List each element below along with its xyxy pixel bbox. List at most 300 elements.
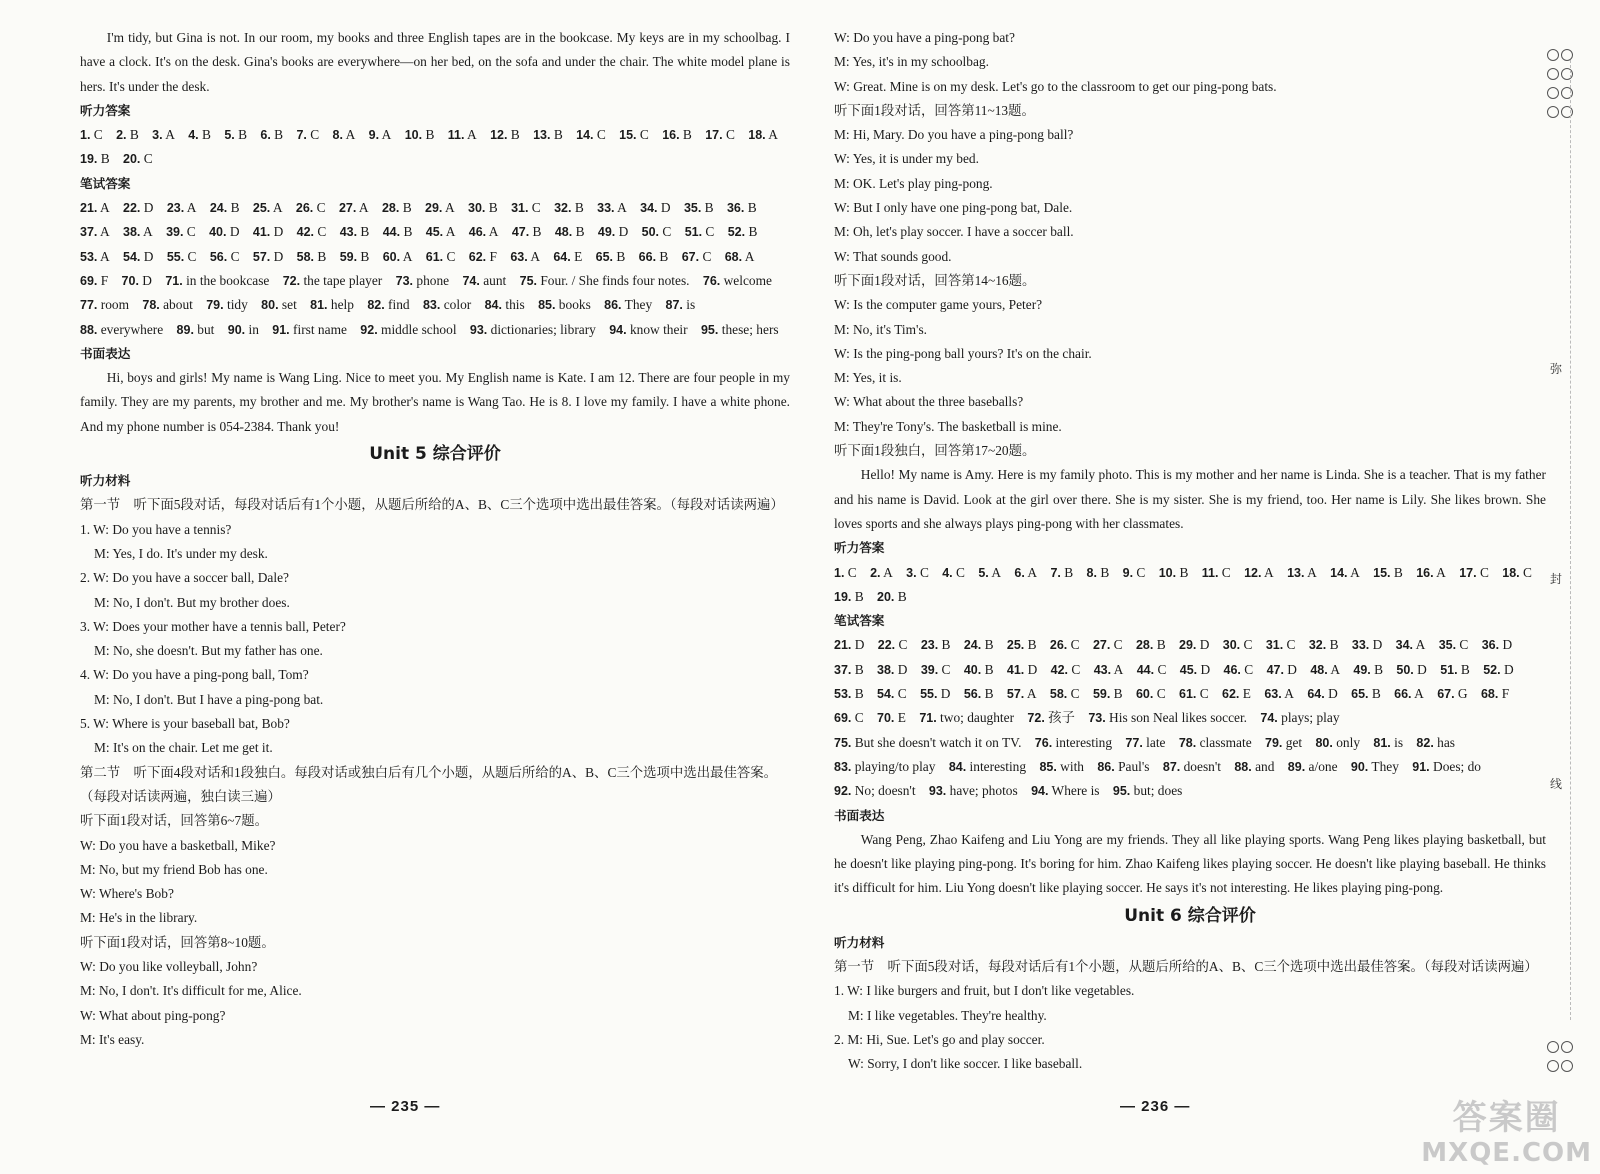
question-number: 38.: [123, 225, 141, 240]
question-number: 39.: [166, 225, 184, 240]
page-number: — 236 —: [1120, 1098, 1191, 1115]
answer-item: [877, 686, 907, 701]
question-number: 66.: [638, 249, 657, 264]
answer-item: [964, 662, 994, 677]
question-number: 67.: [1437, 687, 1455, 702]
dialogue-response: M: No, I don't. But my brother does.: [94, 594, 290, 610]
answer-item: [396, 273, 449, 288]
answer-value: F: [486, 248, 497, 264]
answer-value: A: [342, 127, 356, 143]
answer-item: [272, 322, 347, 337]
question-number: 74.: [1260, 711, 1278, 726]
dialogue-line: M: Yes, it's in my schoolbag.: [834, 54, 989, 70]
question-number: 79.: [206, 298, 224, 313]
question-number: 80.: [1315, 735, 1333, 750]
answer-value: A: [442, 200, 455, 216]
question-number: 93.: [928, 784, 947, 799]
answer-value: C: [528, 200, 541, 216]
question-number: 37.: [80, 225, 98, 240]
answer-value: know their: [626, 321, 688, 337]
answer-item: [1266, 637, 1296, 652]
question-number: 27.: [338, 201, 357, 216]
question-number: 33.: [597, 201, 615, 216]
answer-value: interesting: [966, 758, 1027, 774]
answer-value: the tape player: [300, 272, 383, 288]
answer-item: [1373, 735, 1403, 750]
dialogue-line: W: What about ping-pong?: [80, 1007, 226, 1023]
listening-answers: [80, 123, 790, 172]
answer-item: [123, 151, 153, 166]
question-number: 26.: [1049, 638, 1068, 653]
answer-item: [1088, 710, 1247, 725]
answer-item: [1224, 662, 1254, 677]
answer-value: B: [1368, 686, 1381, 702]
ring-icon: [1561, 87, 1573, 99]
answer-value: B: [234, 127, 248, 143]
answer-value: C: [1240, 661, 1254, 677]
answer-value: A: [1111, 661, 1124, 677]
question-number: 89.: [1287, 759, 1306, 774]
answer-item: [228, 322, 259, 337]
answer-value: A: [184, 200, 197, 216]
answer-item: [1123, 565, 1146, 580]
answer-value: B: [507, 127, 520, 143]
question-number: 29.: [1179, 638, 1197, 653]
dialogue-question: 1. W: Do you have a tennis?: [80, 521, 232, 537]
question-number: 78.: [142, 298, 160, 313]
question-number: 25.: [1006, 638, 1025, 653]
answer-item: [929, 783, 1018, 798]
answer-value: B: [572, 224, 585, 240]
question-number: 94.: [609, 322, 627, 337]
answer-item: [834, 759, 935, 774]
answer-value: C: [593, 127, 606, 143]
dialogue-line: W: Great. Mine is on my desk. Let's go to the classroom to get our ping-pong bats.: [834, 78, 1277, 94]
question-number: 28.: [381, 201, 400, 216]
question-number: 24.: [963, 638, 982, 653]
answer-item: [1330, 565, 1360, 580]
answer-item: [877, 662, 907, 677]
question-number: 15.: [1373, 565, 1391, 580]
answer-item: [1093, 686, 1123, 701]
question-number: 45.: [425, 225, 444, 240]
answer-item: [1353, 662, 1383, 677]
written-answers: [834, 633, 1546, 803]
writing-heading: 书面表达: [834, 807, 885, 823]
answer-value: B: [656, 248, 669, 264]
answer-item: [1483, 662, 1513, 677]
answer-item: [1307, 686, 1337, 701]
dialogue-response: M: It's on the chair. Let me get it.: [94, 740, 273, 756]
ring-icon: [1547, 1060, 1559, 1072]
answer-item: [1352, 637, 1382, 652]
answer-item: [448, 127, 477, 142]
question-number: 73.: [1088, 711, 1106, 726]
answer-item: [1159, 565, 1189, 580]
question-number: 85.: [1039, 759, 1057, 774]
answer-item: [1416, 565, 1446, 580]
question-number: 33.: [1351, 638, 1370, 653]
dialogue-line: M: It's easy.: [80, 1031, 145, 1047]
answer-item: [1163, 759, 1221, 774]
ring-icon: [1547, 87, 1559, 99]
answer-item: [684, 200, 714, 215]
question-number: 6.: [1014, 565, 1025, 580]
answer-item: [80, 322, 163, 337]
question-number: 23.: [166, 201, 185, 216]
answer-item: [1288, 759, 1338, 774]
ring-icon: [1561, 1041, 1573, 1053]
answer-value: B: [1153, 637, 1166, 653]
question-number: 48.: [554, 225, 573, 240]
answer-item: [405, 127, 435, 142]
question-number: 40.: [963, 662, 982, 677]
answer-value: Where is: [1048, 783, 1100, 799]
answer-value: B: [1060, 564, 1074, 580]
answer-value: in the bookcase: [182, 272, 270, 288]
question-number: 7.: [296, 128, 307, 143]
question-number: 88.: [1234, 759, 1252, 774]
question-number: 14.: [576, 128, 594, 143]
answer-value: A: [1327, 661, 1341, 677]
answer-item: [80, 200, 110, 215]
answer-item: [469, 249, 497, 264]
question-number: 77.: [80, 298, 98, 313]
answer-item: [1287, 565, 1317, 580]
question-number: 68.: [724, 249, 743, 264]
answer-item: [1459, 565, 1489, 580]
answer-item: [701, 322, 779, 337]
question-number: 44.: [1136, 662, 1155, 677]
answer-item: [1136, 686, 1166, 701]
question-number: 42.: [296, 225, 315, 240]
answer-item: [1087, 565, 1110, 580]
question-number: 68.: [1480, 687, 1499, 702]
answer-item: [1440, 662, 1470, 677]
question-number: 1.: [80, 128, 91, 143]
answer-item: [1412, 759, 1481, 774]
question-number: 42.: [1050, 662, 1069, 677]
answer-item: [906, 565, 929, 580]
question-number: 25.: [252, 201, 271, 216]
answer-item: [383, 224, 413, 239]
question-number: 11.: [447, 128, 465, 143]
question-number: 95.: [700, 322, 719, 337]
question-number: 60.: [1135, 687, 1154, 702]
answer-value: But she doesn't watch it on TV.: [851, 734, 1022, 750]
answer-item: [919, 710, 1014, 725]
dialogue-14-16: [834, 293, 1546, 439]
answer-value: F: [1498, 686, 1510, 702]
cut-line: [1570, 60, 1571, 1020]
answer-value: C: [227, 248, 240, 264]
answer-value: B: [529, 224, 542, 240]
monologue-heading: 听下面1段独白，回答第17~20题。: [834, 443, 1036, 459]
answer-item: [834, 686, 864, 701]
question-number: 5.: [978, 565, 989, 580]
answer-value: B: [400, 224, 413, 240]
question-number: 58.: [1049, 687, 1068, 702]
answer-value: only: [1332, 734, 1361, 750]
answer-item: [1267, 662, 1297, 677]
answer-value: D: [851, 637, 865, 653]
dialogue-line: M: No, it's Tim's.: [834, 321, 928, 337]
answer-value: B: [613, 248, 626, 264]
answer-item: [1437, 686, 1467, 701]
answer-item: [1264, 686, 1294, 701]
answer-value: C: [722, 127, 735, 143]
listening-answers-heading: 听力答案: [80, 102, 131, 118]
answer-value: B: [357, 248, 370, 264]
watermark-logo: [1421, 1098, 1592, 1168]
answer-item: [1260, 710, 1339, 725]
question-number: 81.: [1373, 735, 1391, 750]
question-number: 18.: [1502, 565, 1520, 580]
written-answers-heading: 笔试答案: [834, 613, 885, 629]
question-number: 49.: [1353, 662, 1371, 677]
ring-icon: [1561, 106, 1573, 118]
answer-value: No; doesn't: [851, 783, 916, 799]
question-number: 31.: [1265, 638, 1284, 653]
answer-item: [1244, 565, 1274, 580]
dialogue-response: M: No, I don't. But I have a ping-pong bat.: [94, 691, 324, 707]
answer-value: is: [682, 297, 696, 313]
answer-value: B: [1326, 637, 1339, 653]
dialogue-line: W: Do you have a ping-pong bat?: [834, 30, 1015, 45]
answer-value: A: [162, 127, 175, 143]
answer-value: A: [97, 224, 110, 240]
section1-instruction: 第一节 听下面5段对话，每段对话后有1个小题，从题后所给的A、B、C三个选项中选出最佳答案。（每段对话读两遍）: [834, 958, 1538, 974]
answer-value: with: [1056, 758, 1084, 774]
question-number: 69.: [834, 711, 852, 726]
answer-item: [1007, 686, 1037, 701]
question-number: 73.: [395, 273, 414, 288]
answer-value: C: [90, 127, 103, 143]
question-number: 50.: [1396, 662, 1414, 677]
answer-value: C: [184, 248, 197, 264]
question-number: 71.: [165, 273, 183, 288]
answer-item: [1373, 565, 1403, 580]
dialogue-line: W: Where's Bob?: [80, 886, 174, 902]
answer-item: [296, 127, 319, 142]
answer-item: [1050, 565, 1073, 580]
answer-item: [253, 249, 283, 264]
answer-item: [920, 686, 950, 701]
answer-item: [462, 273, 506, 288]
question-number: 90.: [227, 322, 246, 337]
answer-item: [878, 637, 908, 652]
answer-item: [360, 322, 456, 337]
answer-item: [666, 297, 696, 312]
answer-value: B: [938, 637, 951, 653]
page-236: [800, 0, 1600, 1174]
answer-value: A: [1347, 564, 1360, 580]
answer-item: [1014, 565, 1037, 580]
question-number: 92.: [360, 322, 378, 337]
question-number: 8.: [332, 128, 343, 143]
answer-value: B: [851, 588, 864, 604]
question-number: 17.: [705, 128, 723, 143]
answer-item: [1315, 735, 1360, 750]
answer-value: A: [527, 248, 540, 264]
answer-value: B: [550, 127, 563, 143]
question-number: 50.: [641, 225, 660, 240]
answer-value: C: [1068, 661, 1081, 677]
question-number: 86.: [604, 298, 622, 313]
answer-value: A: [1304, 564, 1317, 580]
answer-item: [1481, 686, 1509, 701]
dialogue-line: W: Is the computer game yours, Peter?: [834, 297, 1043, 313]
answer-item: [1094, 662, 1124, 677]
answer-value: welcome: [720, 272, 772, 288]
question-number: 64.: [1307, 687, 1325, 702]
answer-item: [260, 127, 283, 142]
answer-value: B: [399, 200, 412, 216]
answer-value: A: [486, 224, 499, 240]
question-number: 56.: [209, 249, 228, 264]
question-number: 2.: [116, 128, 127, 143]
question-number: 59.: [1092, 687, 1111, 702]
answer-value: two; daughter: [936, 710, 1015, 726]
question-number: 9.: [368, 128, 380, 143]
answer-value: A: [400, 248, 413, 264]
binding-char: 线: [1550, 777, 1563, 791]
answer-item: [1007, 662, 1037, 677]
question-number: 41.: [252, 225, 271, 240]
answer-value: G: [1454, 686, 1468, 702]
answer-item: [555, 224, 585, 239]
ring-icon: [1561, 68, 1573, 80]
answer-value: B: [1176, 564, 1189, 580]
question-number: 75.: [834, 735, 852, 750]
answer-item: [554, 200, 584, 215]
answer-value: tidy: [223, 297, 248, 313]
answer-item: [210, 200, 240, 215]
answer-value: plays; play: [1277, 710, 1340, 726]
question-number: 16.: [1416, 565, 1434, 580]
unit6-title: Unit 6 综合评价: [1124, 905, 1256, 926]
answer-item: [122, 273, 152, 288]
question-number: 32.: [554, 201, 572, 216]
answer-value: C: [1456, 637, 1469, 653]
question-number: 56.: [963, 687, 982, 702]
answer-value: C: [1240, 637, 1253, 653]
question-number: 39.: [920, 662, 939, 677]
question-number: 51.: [1440, 662, 1458, 677]
question-number: 16.: [662, 128, 680, 143]
answer-value: Paul's: [1114, 758, 1150, 774]
answer-value: playing/to play: [851, 758, 936, 774]
answer-item: [1039, 759, 1084, 774]
answer-value: A: [614, 200, 627, 216]
question-number: 62.: [468, 249, 487, 264]
question-number: 60.: [382, 249, 401, 264]
dialogue-11-13: [834, 123, 1546, 269]
answer-value: C: [851, 710, 864, 726]
answer-value: B: [314, 248, 327, 264]
answer-item: [511, 200, 541, 215]
question-number: 61.: [1179, 687, 1197, 702]
answer-item: [1482, 637, 1512, 652]
dialogue-line: W: But I only have one ping-pong bat, Dale.: [834, 200, 1073, 216]
answer-item: [209, 224, 239, 239]
dialogue-question: 4. W: Do you have a ping-pong ball, Tom?: [80, 667, 309, 683]
answer-item: [510, 249, 540, 264]
answer-value: A: [97, 200, 110, 216]
answer-item: [596, 249, 626, 264]
answer-item: [80, 224, 110, 239]
answer-item: [253, 200, 283, 215]
question-number: 17.: [1459, 565, 1477, 580]
answer-value: B: [198, 127, 211, 143]
answer-item: [725, 249, 755, 264]
question-number: 81.: [310, 298, 328, 313]
answer-item: [834, 565, 857, 580]
answer-value: C: [636, 127, 649, 143]
answer-item: [1179, 637, 1209, 652]
right-column: [834, 26, 1546, 1076]
ring-icon: [1547, 1041, 1559, 1053]
question-number: 78.: [1178, 735, 1197, 750]
dialogue-6-7: [80, 834, 790, 931]
question-number: 72.: [1027, 711, 1045, 726]
answer-value: B: [981, 686, 994, 702]
answer-item: [834, 710, 864, 725]
answer-item: [576, 127, 606, 142]
dialogue-8-10: [80, 955, 790, 1052]
binding-rings-bottom: [1546, 1040, 1574, 1078]
question-number: 38.: [877, 662, 895, 677]
answer-item: [80, 249, 110, 264]
answer-value: books: [555, 297, 591, 313]
answer-item: [921, 662, 951, 677]
question-number: 54.: [877, 687, 895, 702]
answer-item: [206, 297, 248, 312]
answer-item: [210, 249, 240, 264]
question-number: 83.: [422, 298, 441, 313]
answer-item: [978, 565, 1001, 580]
answer-value: A: [1024, 686, 1037, 702]
question-number: 72.: [282, 273, 301, 288]
question-number: 24.: [209, 201, 228, 216]
answer-item: [297, 249, 327, 264]
question-number: 89.: [176, 322, 194, 337]
question-number: 59.: [339, 249, 358, 264]
question-number: 3.: [152, 128, 163, 143]
answer-item: [1051, 662, 1081, 677]
question-number: 74.: [462, 273, 480, 288]
answer-item: [80, 297, 129, 312]
answer-value: B: [571, 200, 584, 216]
answer-item: [426, 249, 456, 264]
question-number: 21.: [80, 201, 98, 216]
answer-value: C: [844, 564, 857, 580]
answer-value: C: [1196, 686, 1209, 702]
question-number: 61.: [425, 249, 444, 264]
answer-item: [1265, 735, 1302, 750]
question-number: 71.: [919, 711, 937, 726]
answer-value: D: [1499, 637, 1513, 653]
answer-value: Four. / She finds four notes.: [537, 272, 690, 288]
question-number: 13.: [1287, 565, 1305, 580]
answer-value: D: [1413, 661, 1427, 677]
answer-item: [1351, 759, 1399, 774]
answer-item: [1234, 759, 1274, 774]
answer-value: everywhere: [97, 321, 164, 337]
question-number: 22.: [877, 638, 896, 653]
question-number: 66.: [1394, 687, 1412, 702]
question-number: 47.: [511, 225, 530, 240]
